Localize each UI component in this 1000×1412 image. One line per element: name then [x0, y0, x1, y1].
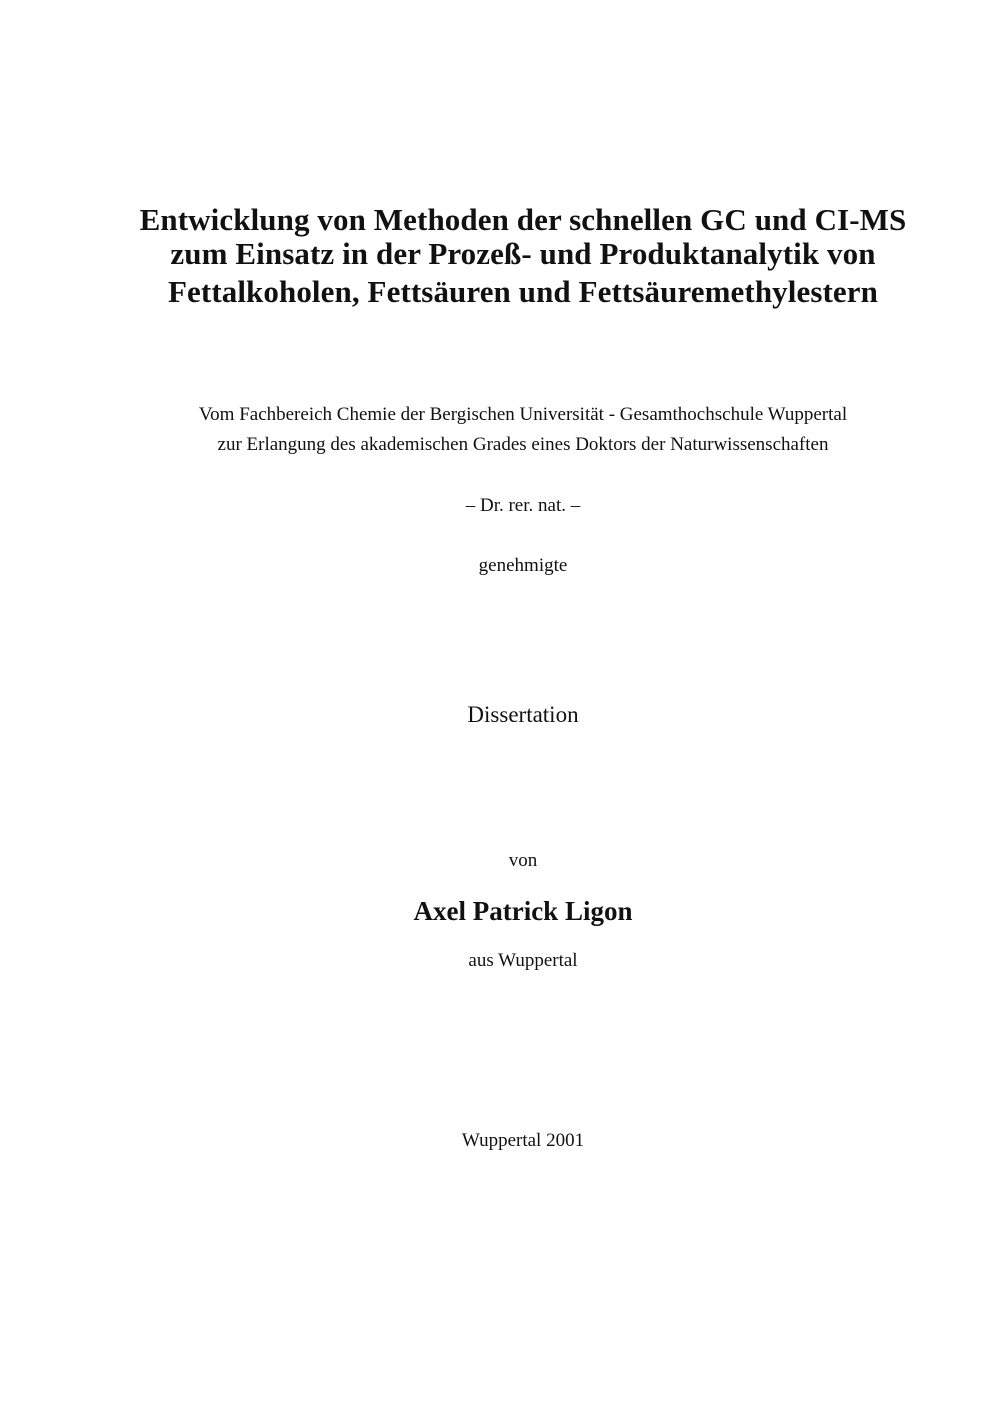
approved-label: genehmigte: [478, 555, 568, 576]
document-type: Dissertation: [467, 702, 579, 727]
thesis-title-line-1: Entwicklung von Methoden der schnellen GC und CI-MS: [139, 202, 907, 237]
by-label: von: [508, 850, 538, 871]
author-name: Axel Patrick Ligon: [413, 896, 633, 926]
author-origin: aus Wuppertal: [468, 950, 578, 971]
faculty-line: Vom Fachbereich Chemie der Bergischen Universität - Gesamthochschule Wuppertal: [198, 404, 848, 425]
degree-abbreviation: – Dr. rer. nat. –: [465, 495, 581, 516]
place-and-year: Wuppertal 2001: [461, 1130, 585, 1151]
thesis-title-line-3: Fettalkoholen, Fettsäuren und Fettsäuremethylestern: [168, 274, 878, 309]
thesis-title-line-2: zum Einsatz in der Prozeß- und Produktanalytik von: [170, 236, 876, 271]
degree-purpose-line: zur Erlangung des akademischen Grades eines Doktors der Naturwissenschaften: [217, 434, 829, 455]
